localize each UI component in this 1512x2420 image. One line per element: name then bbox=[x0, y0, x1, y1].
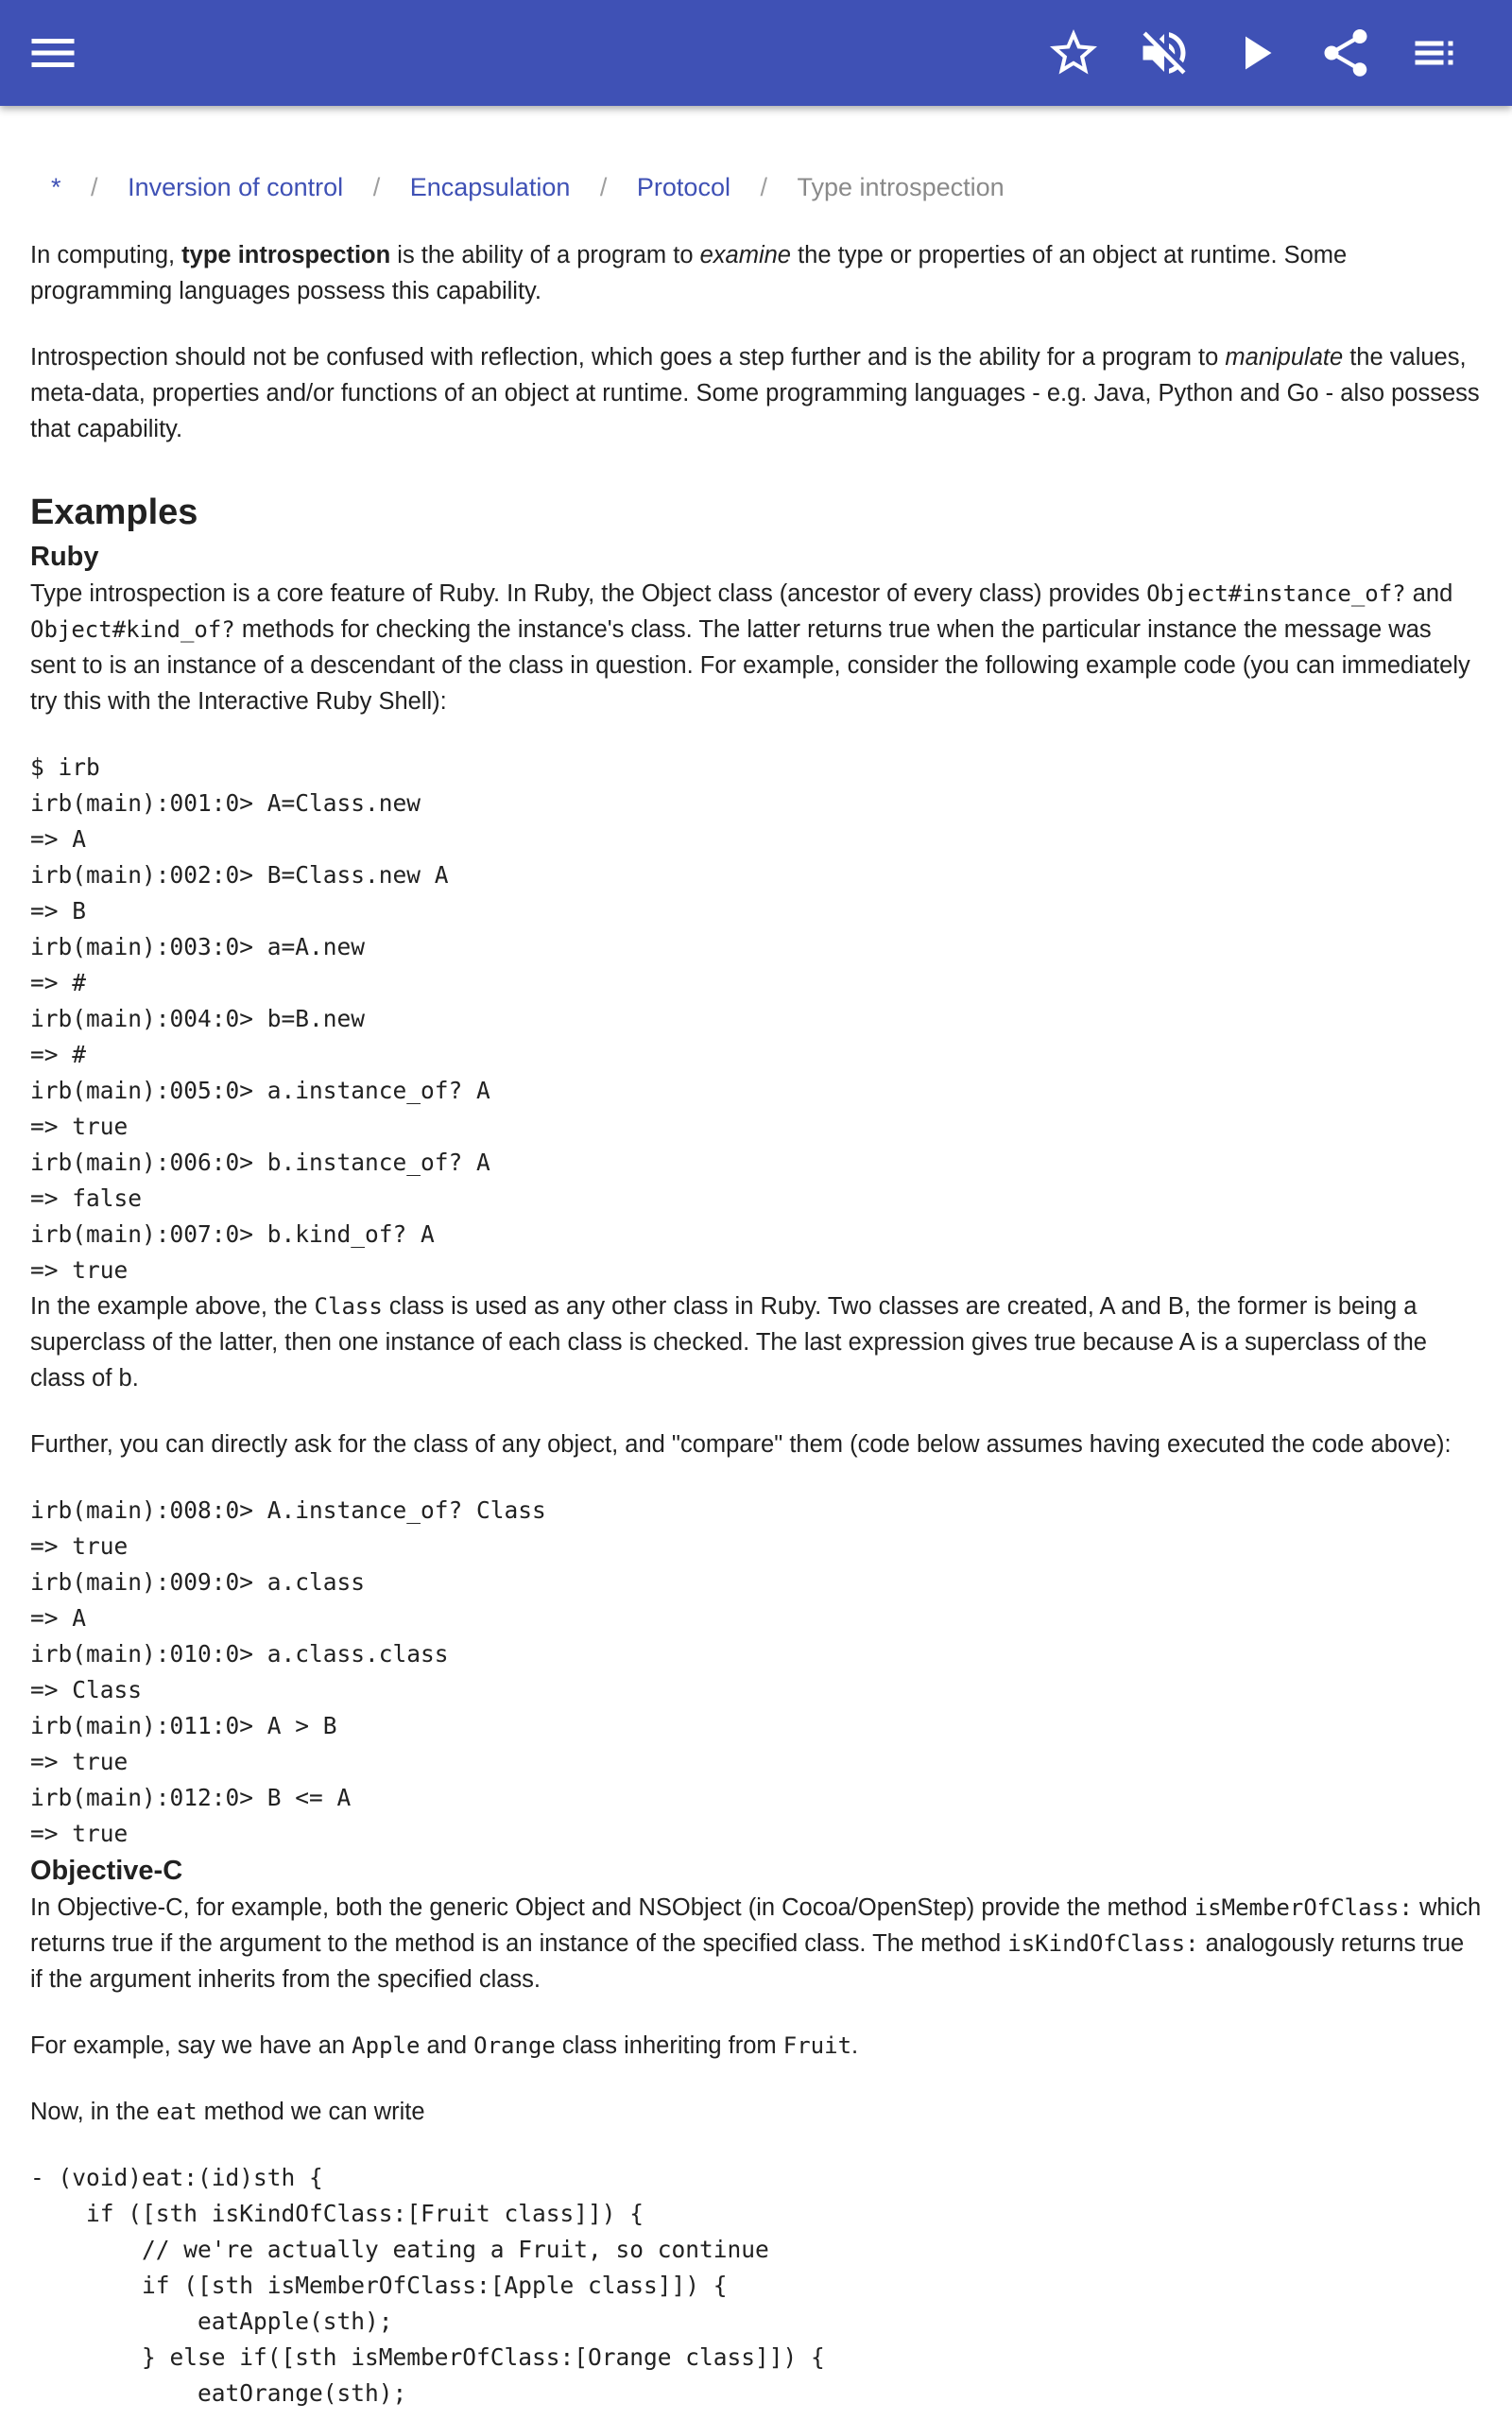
intro-text: In computing, bbox=[30, 242, 182, 268]
objc-text: analogously returns true if the argument inherits from the specified class. bbox=[30, 1930, 1465, 1993]
ruby-paragraph-2 bbox=[30, 1288, 1482, 1396]
intro-text: the type or properties of an object at runtime. Some programming languages possess this capability. bbox=[30, 242, 1348, 304]
breadcrumb-link-inversion-of-control[interactable]: Inversion of control bbox=[128, 173, 344, 201]
play-icon[interactable] bbox=[1227, 25, 1283, 81]
breadcrumb-separator: / bbox=[760, 173, 767, 201]
inline-code: Orange bbox=[473, 2032, 556, 2059]
objc-text: and bbox=[420, 2032, 474, 2059]
term-italic: examine bbox=[699, 242, 791, 268]
breadcrumb-separator: / bbox=[91, 173, 98, 201]
ruby-text: methods for checking the instance's class. The latter returns true when the particular instance the message was sent to is an instance of a descendant of the class in question. For example, consider the following example code (you can immediately try this with the Interactive Ruby Shell): bbox=[30, 616, 1470, 715]
breadcrumb-link-encapsulation[interactable]: Encapsulation bbox=[409, 173, 571, 201]
term-italic: manipulate bbox=[1225, 344, 1344, 371]
ruby-text: In the example above, the bbox=[30, 1293, 315, 1320]
intro-text: the values, meta-data, properties and/or functions of an object at runtime. Some programming languages - e.g. Java, Python and Go - also possess that capability. bbox=[30, 344, 1480, 442]
ruby-heading: Ruby bbox=[30, 542, 99, 572]
breadcrumb-current: Type introspection bbox=[797, 173, 1005, 201]
objc-text: method we can write bbox=[197, 2099, 425, 2125]
breadcrumb bbox=[30, 168, 1482, 206]
objc-text: . bbox=[851, 2032, 859, 2059]
intro-paragraph-2 bbox=[30, 339, 1482, 447]
menu-icon[interactable] bbox=[25, 25, 81, 81]
ruby-code-block-1: $ irb irb(main):001:0> A=Class.new => A irb(main):002:0> B=Class.new A => B irb(main):003:0> a=A.new => # irb(main):004:0> b=B.new => # irb(main):005:0> a.instance_of? A => true irb(main):006:0> b.instance_of? A => false irb(main):007:0> b.kind_of? A => true bbox=[30, 753, 490, 1284]
inline-code: Object#instance_of? bbox=[1146, 580, 1406, 607]
objc-paragraph-3 bbox=[30, 2094, 1482, 2130]
objc-text: which returns true if the argument to the method is an instance of the specified class. The method bbox=[30, 1894, 1482, 1957]
objc-text: For example, say we have an bbox=[30, 2032, 352, 2059]
inline-code: eat bbox=[156, 2099, 198, 2125]
term-bold: type introspection bbox=[181, 242, 391, 268]
star-icon[interactable] bbox=[1045, 25, 1102, 81]
objc-paragraph-1 bbox=[30, 1890, 1482, 1997]
share-icon[interactable] bbox=[1317, 25, 1374, 81]
ruby-text: Type introspection is a core feature of Ruby. In Ruby, the Object class (ancestor of every class) provides bbox=[30, 580, 1147, 607]
objc-text: In Objective-C, for example, both the generic Object and NSObject (in Cocoa/OpenStep) provide the method bbox=[30, 1894, 1194, 1921]
objc-text: Now, in the bbox=[30, 2099, 157, 2125]
playlist-icon[interactable] bbox=[1408, 25, 1465, 81]
inline-code: isKindOfClass: bbox=[1007, 1930, 1199, 1957]
inline-code: Apple bbox=[352, 2032, 421, 2059]
breadcrumb-separator: / bbox=[372, 173, 381, 201]
intro-paragraph-1 bbox=[30, 237, 1482, 309]
app-bar bbox=[0, 0, 1512, 106]
article bbox=[30, 106, 1482, 2411]
breadcrumb-link-protocol[interactable]: Protocol bbox=[636, 173, 730, 201]
volume-off-icon[interactable] bbox=[1136, 25, 1193, 81]
inline-code: Class bbox=[314, 1293, 383, 1320]
ruby-paragraph-3: Further, you can directly ask for the class of any object, and "compare" them (code below assumes having executed the code above): bbox=[30, 1431, 1452, 1458]
inline-code: isMemberOfClass: bbox=[1194, 1894, 1413, 1921]
intro-text: is the ability of a program to bbox=[390, 242, 700, 268]
ruby-text: and bbox=[1405, 580, 1453, 607]
ruby-code-block-2: irb(main):008:0> A.instance_of? Class => true irb(main):009:0> a.class => A irb(main):010:0> a.class.class => Class irb(main):011:0> A > B => true irb(main):012:0> B <= A => true bbox=[30, 1496, 546, 1847]
examples-heading: Examples bbox=[30, 493, 198, 532]
ruby-paragraph-1 bbox=[30, 576, 1482, 719]
objc-paragraph-2 bbox=[30, 2028, 1482, 2064]
inline-code: Object#kind_of? bbox=[30, 616, 235, 643]
breadcrumb-root-link[interactable]: * bbox=[51, 173, 61, 201]
intro-text: Introspection should not be confused with reflection, which goes a step further and is the ability for a program to bbox=[30, 344, 1226, 371]
objc-heading: Objective-C bbox=[30, 1856, 183, 1886]
objc-code-block: - (void)eat:(id)sth { if ([sth isKindOfClass:[Fruit class]]) { // we're actually eating a Fruit, so continue if ([sth isMemberOfClass:[Apple class]]) { eatApple(sth); } else if([sth isMemberOfClass:[Orange class]]) { eatOrange(sth); bbox=[30, 2164, 825, 2407]
inline-code: Fruit bbox=[782, 2032, 852, 2059]
objc-text: class inheriting from bbox=[555, 2032, 783, 2059]
ruby-text: class is used as any other class in Ruby. Two classes are created, A and B, the former is being a superclass of the latter, then one instance of each class is checked. The last expression gives true because A is a superclass of the class of b. bbox=[30, 1293, 1427, 1392]
breadcrumb-separator: / bbox=[599, 173, 608, 201]
